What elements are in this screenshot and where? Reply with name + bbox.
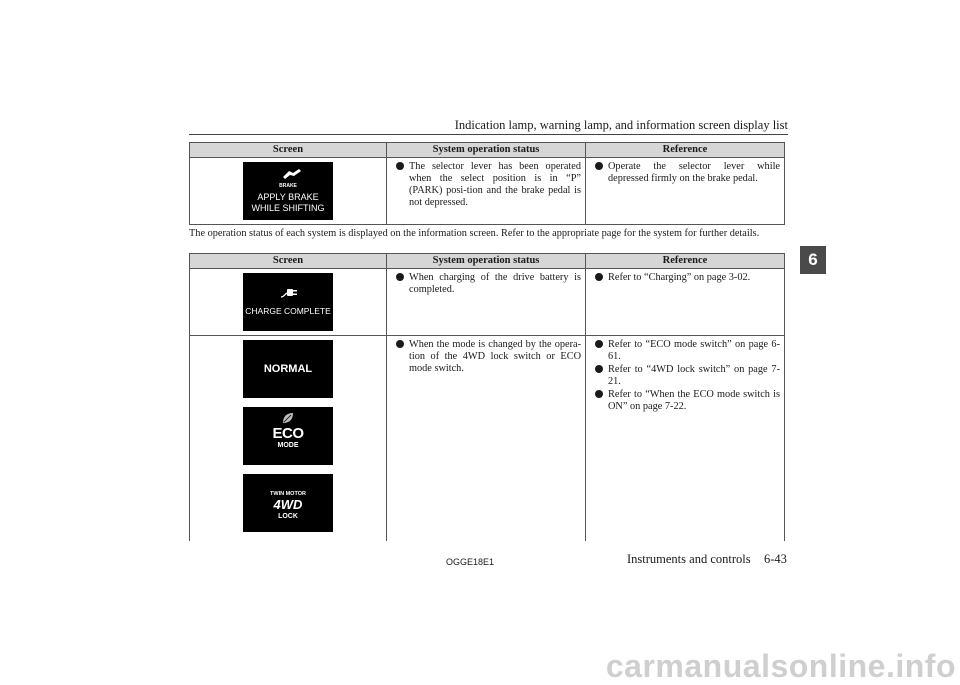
reference-text: Refer to “4WD lock switch” on page 7-21. — [608, 364, 780, 387]
bullet-icon — [595, 365, 603, 373]
system-status-table — [189, 253, 785, 541]
footer-section-title: Instruments and controls — [627, 552, 751, 566]
reference-cell — [586, 158, 785, 225]
apply-brake-line2: WHILE SHIFTING — [251, 203, 325, 213]
status-cell — [387, 158, 586, 225]
list-item — [409, 339, 581, 375]
list-item — [608, 364, 780, 388]
eco-label: ECO — [272, 425, 304, 442]
eco-mode-screen — [243, 407, 333, 465]
list-item — [409, 161, 581, 209]
brake-foot-icon — [281, 167, 303, 180]
screen-cell — [190, 269, 387, 336]
bullet-icon — [396, 273, 404, 281]
header-status: System operation status — [387, 254, 586, 269]
reference-cell — [586, 336, 785, 541]
list-item — [608, 272, 780, 284]
charge-plug-icon — [280, 285, 298, 299]
table-row — [190, 336, 785, 541]
charge-complete-label: CHARGE COMPLETE — [245, 306, 331, 316]
list-item — [608, 339, 780, 363]
list-item — [608, 389, 780, 413]
bullet-icon — [595, 390, 603, 398]
lock-label: LOCK — [278, 513, 298, 520]
header-screen: Screen — [190, 143, 387, 158]
header-screen: Screen — [190, 254, 387, 269]
note-text: The operation status of each system is displayed on the information screen. Refer to the appropriate page for the system for further details. — [189, 228, 760, 239]
page-number: 6-43 — [764, 552, 787, 566]
normal-mode-screen — [243, 340, 333, 398]
header-reference: Reference — [586, 254, 785, 269]
status-cell — [387, 336, 586, 541]
header-status: System operation status — [387, 143, 586, 158]
brake-label: BRAKE — [279, 183, 297, 189]
screen-cell — [190, 336, 387, 541]
table-header-row — [190, 143, 785, 158]
header-rule — [189, 134, 788, 135]
status-text: The selector lever has been operated when the select position is in “P” (PARK) posi-tion and the brake pedal is not depressed. — [409, 161, 581, 208]
reference-text: Refer to “When the ECO mode switch is ON” on page 7-22. — [608, 389, 780, 412]
document-code: OGGE18E1 — [446, 557, 495, 567]
apply-brake-screen — [243, 162, 333, 220]
screen-cell — [190, 158, 387, 225]
twin-motor-label: TWIN MOTOR — [270, 491, 306, 497]
eco-mode-label: MODE — [277, 442, 299, 449]
apply-brake-line1: APPLY BRAKE — [257, 192, 319, 202]
section-tab[interactable]: 6 — [800, 246, 826, 274]
page-header-title: Indication lamp, warning lamp, and information screen display list — [454, 118, 788, 132]
bullet-icon — [595, 273, 603, 281]
charge-complete-screen — [243, 273, 333, 331]
reference-text: Operate the selector lever while depressed firmly on the brake pedal. — [608, 161, 780, 184]
shift-warning-table — [189, 142, 785, 225]
header-reference: Reference — [586, 143, 785, 158]
bullet-icon — [595, 340, 603, 348]
reference-cell — [586, 269, 785, 336]
4wd-label: 4WD — [273, 497, 303, 512]
list-item — [608, 161, 780, 185]
list-item — [409, 272, 581, 296]
table-header-row — [190, 254, 785, 269]
status-text: When charging of the drive battery is completed. — [409, 272, 581, 295]
leaf-icon — [282, 412, 294, 424]
table-row — [190, 269, 785, 336]
status-text: When the mode is changed by the opera-tion of the 4WD lock switch or ECO mode switch. — [409, 339, 581, 374]
bullet-icon — [595, 162, 603, 170]
bullet-icon — [396, 340, 404, 348]
reference-text: Refer to “Charging” on page 3-02. — [608, 272, 751, 283]
table-row — [190, 158, 785, 225]
status-cell — [387, 269, 586, 336]
4wd-lock-screen — [243, 474, 333, 532]
normal-label: NORMAL — [263, 363, 313, 375]
bullet-icon — [396, 162, 404, 170]
reference-text: Refer to “ECO mode switch” on page 6-61. — [608, 339, 780, 362]
watermark-text: carmanualsonline.info — [605, 648, 956, 684]
